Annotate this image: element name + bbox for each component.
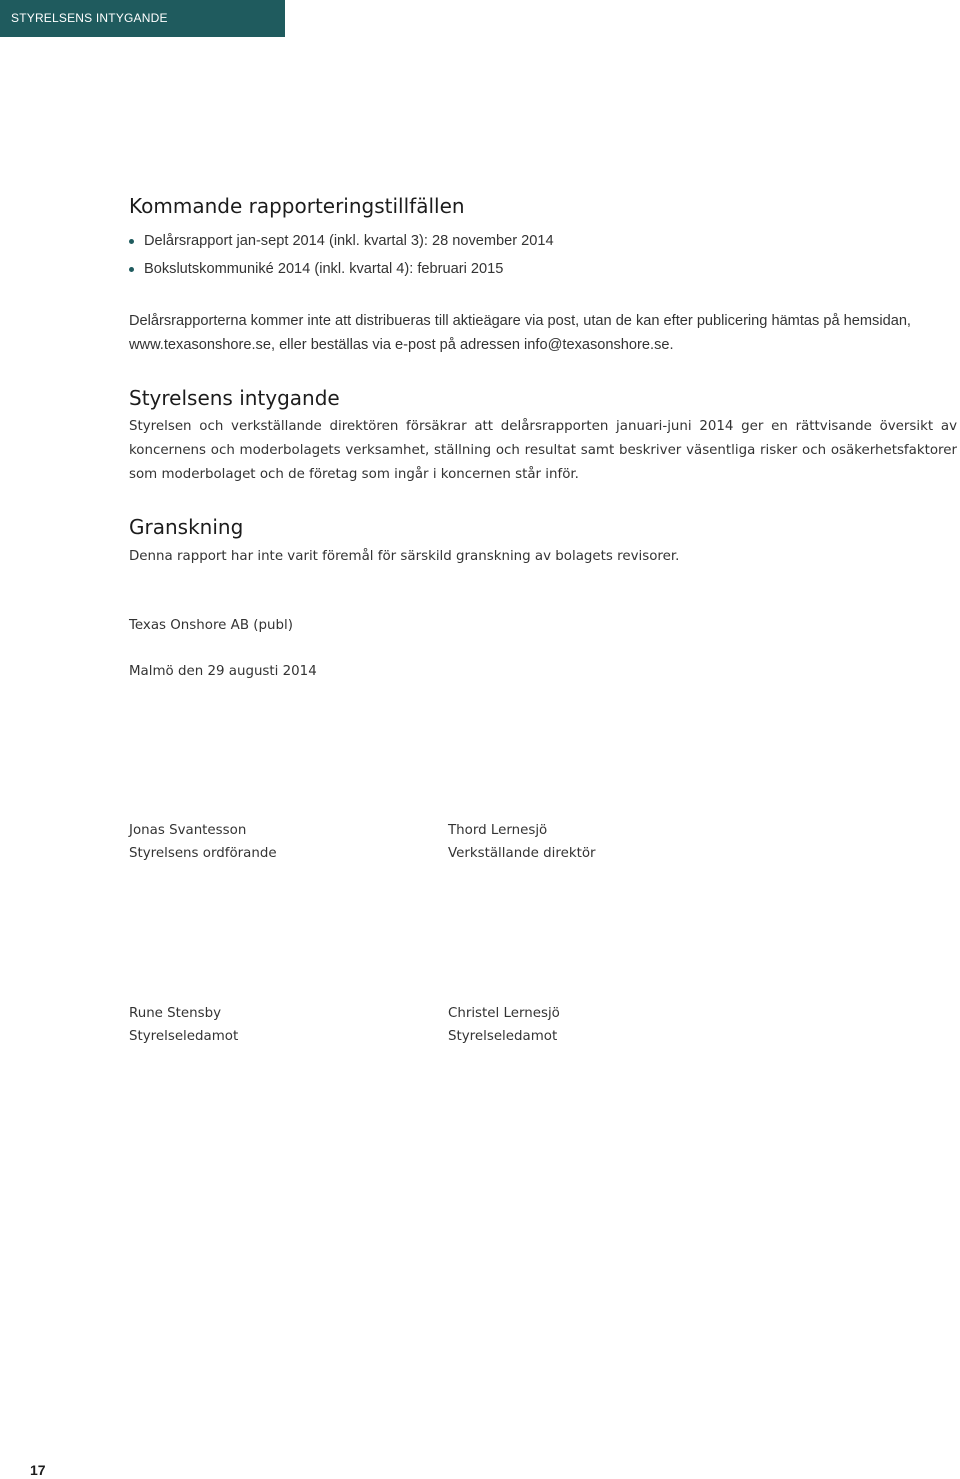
distribution-note: Delårsrapporterna kommer inte att distribueras till aktieägare via post, utan de kan efter publicering hämtas på hemsidan, www.texasonshore.se, eller beställas via e-post på adressen info@texasonshore.se. <box>129 313 911 353</box>
signatory-title: Styrelseledamot <box>129 1029 239 1044</box>
signatory-title: Verkställande direktör <box>448 846 596 861</box>
place-date: Malmö den 29 augusti 2014 <box>129 664 317 679</box>
upcoming-reports-list <box>129 227 554 283</box>
assurance-body: Styrelsen och verkställande direktören försäkrar att delårsrapporten januari-juni 2014 ger en rättvisande översikt av koncernens och moderbolagets verksamhet, ställning och resultat samt beskriver väsentliga risker och osäkerhetsfaktorer som moderbolaget och de företag som ingår i koncernen står inför. <box>129 419 957 482</box>
section-label: STYRELSENS INTYGANDE <box>0 0 285 37</box>
list-item <box>129 227 554 255</box>
upcoming-reports-heading: Kommande rapporteringstillfällen <box>129 194 465 218</box>
signatory-name: Thord Lernesjö <box>448 823 548 838</box>
bullet-icon <box>129 267 134 272</box>
assurance-heading: Styrelsens intygande <box>129 386 340 410</box>
list-item-text: Delårsrapport jan-sept 2014 (inkl. kvartal 3): 28 november 2014 <box>144 233 554 249</box>
list-item <box>129 255 554 283</box>
signatory-title: Styrelseledamot <box>448 1029 558 1044</box>
page-number: 17 <box>30 1462 46 1478</box>
company-name: Texas Onshore AB (publ) <box>129 618 293 633</box>
review-heading: Granskning <box>129 515 244 539</box>
signatory-name: Rune Stensby <box>129 1006 222 1021</box>
bullet-icon <box>129 239 134 244</box>
list-item-text: Bokslutskommuniké 2014 (inkl. kvartal 4): februari 2015 <box>144 261 504 277</box>
signatory-name: Christel Lernesjö <box>448 1006 560 1021</box>
review-body: Denna rapport har inte varit föremål för särskild granskning av bolagets revisorer. <box>129 549 680 564</box>
signatory-title: Styrelsens ordförande <box>129 846 277 861</box>
signatory-name: Jonas Svantesson <box>129 823 247 838</box>
